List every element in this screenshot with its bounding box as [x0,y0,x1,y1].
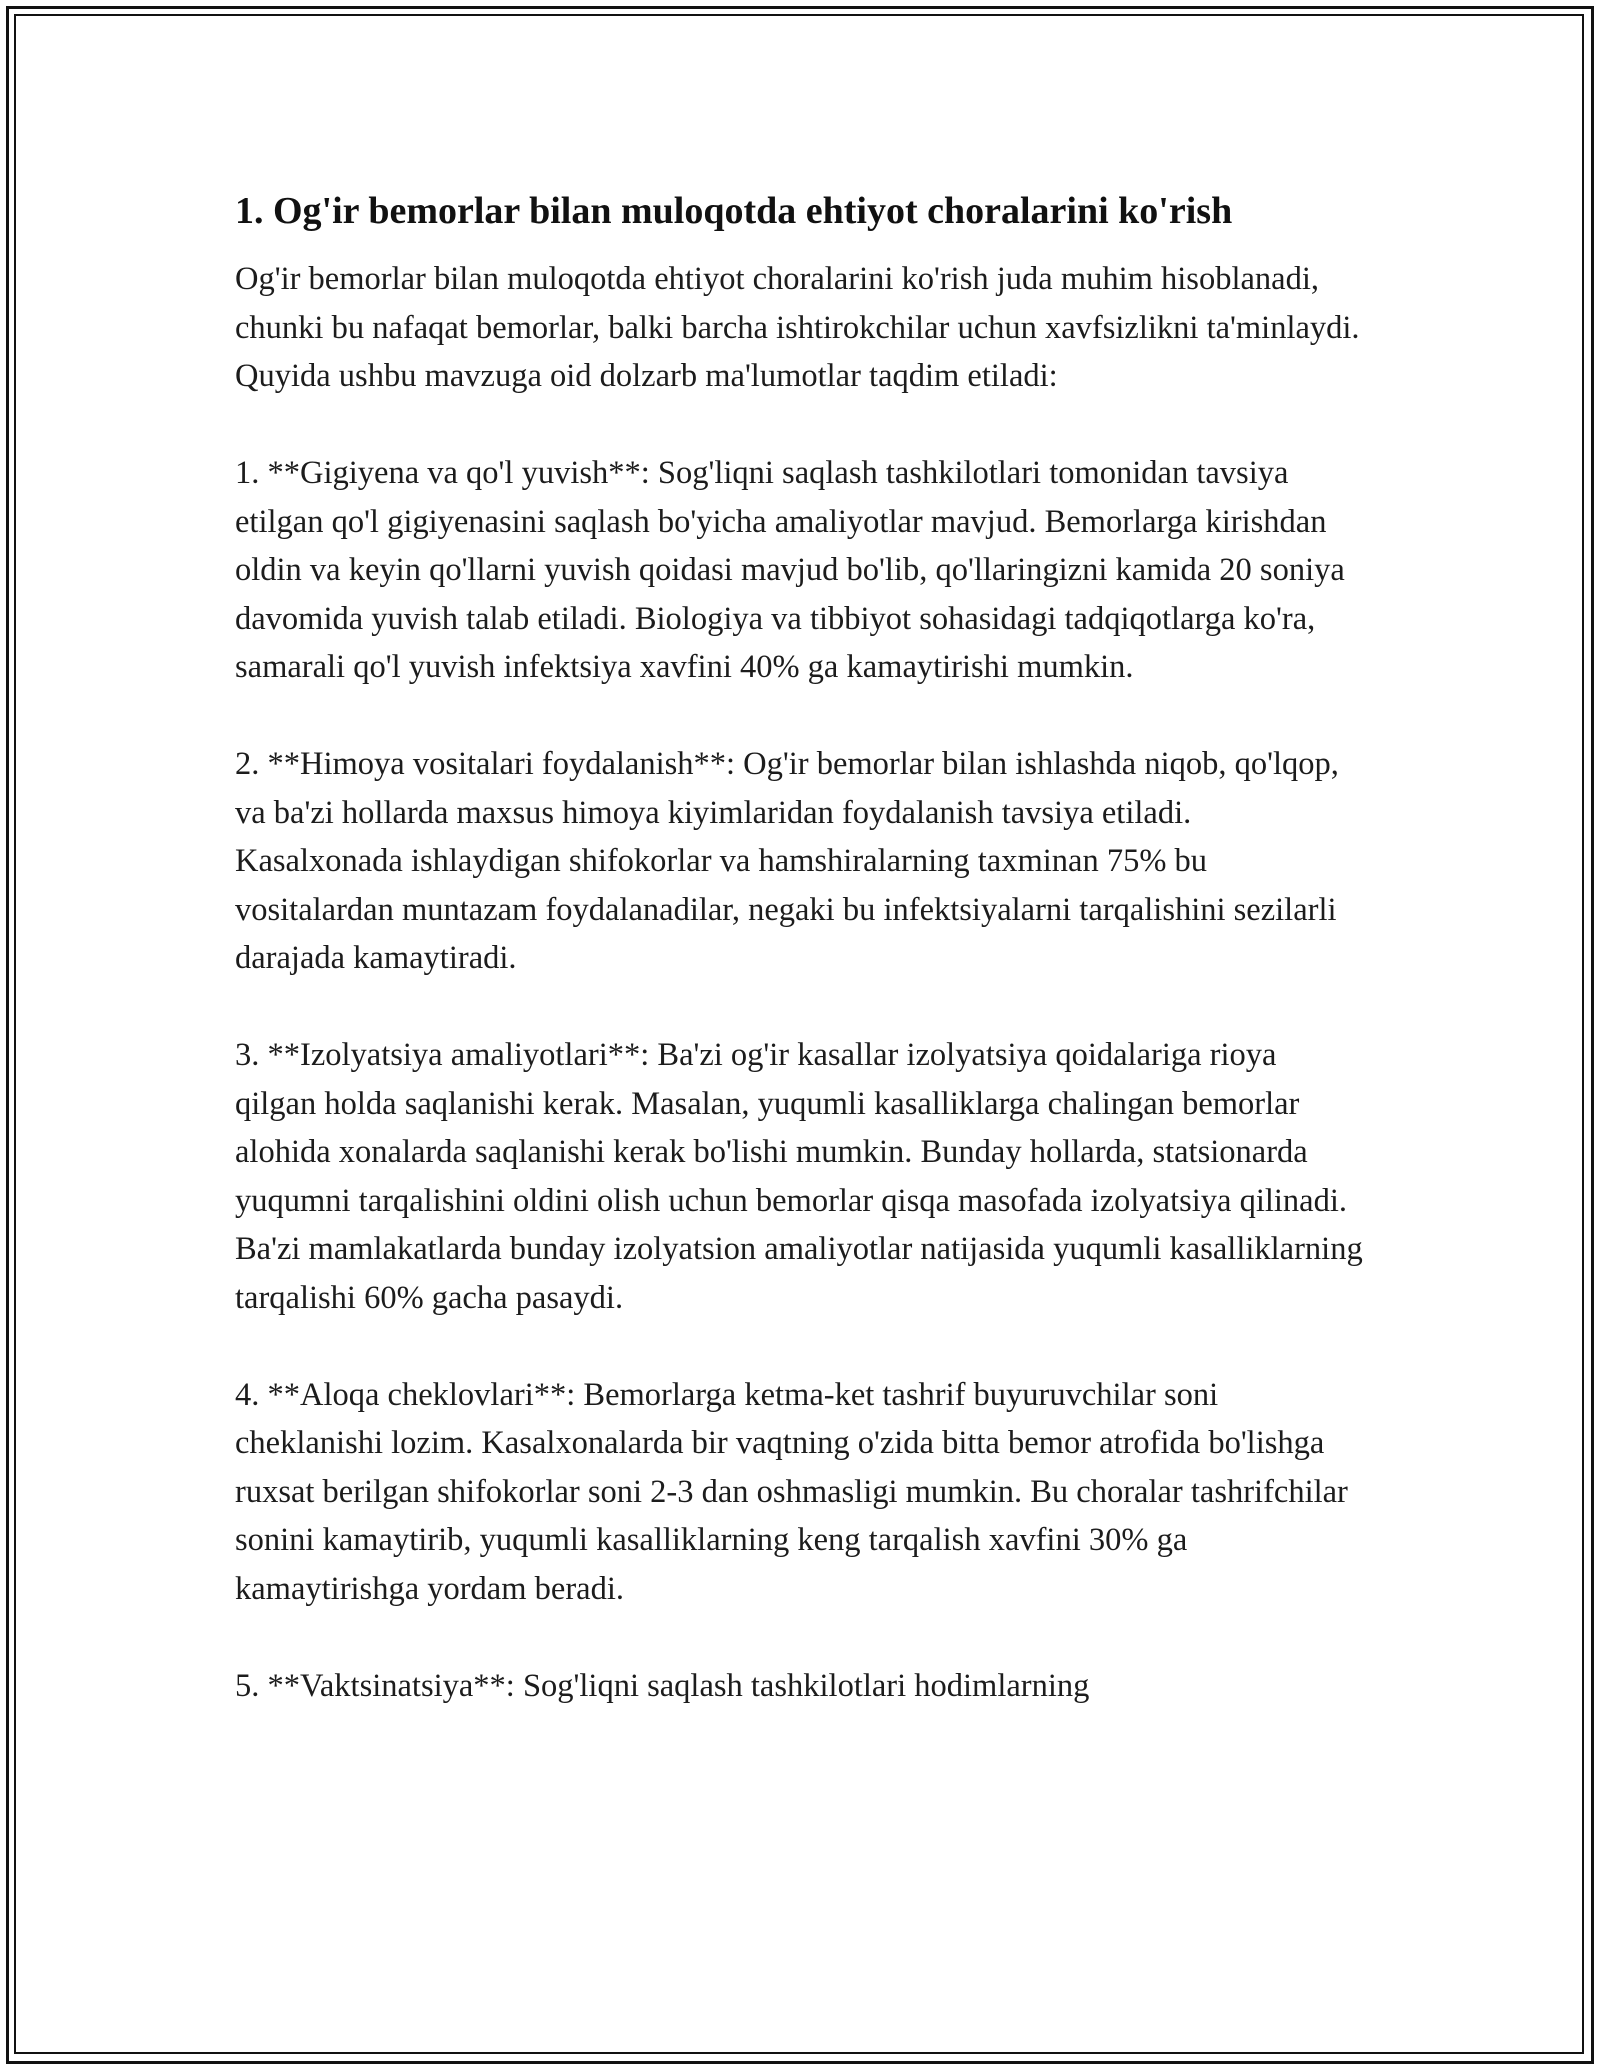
item-hygiene-paragraph: 1. **Gigiyena va qo'l yuvish**: Sog'liqni saqlash tashkilotlari tomonidan tavsiya etilgan qo'l gigiyenasini saqlash bo'yicha amaliyotlar mavjud. Bemorlarga kirishdan oldin va keyin qo'llarni yuvish qoidasi mavjud bo'lib, qo'llaringizni kamida 20 soniya davomida yuvish talab etiladi. Biologiya va tibbiyot sohasidagi tadqiqotlarga ko'ra, samarali qo'l yuvish infektsiya xavfini 40% ga kamaytirishi mumkin. [235,455,1345,685]
document-body [235,185,1365,1710]
intro-paragraph: Og'ir bemorlar bilan muloqotda ehtiyot choralarini ko'rish juda muhim hisoblanadi, chunki bu nafaqat bemorlar, balki barcha ishtirokchilar uchun xavfsizlikni ta'minlaydi. Quyida ushbu mavzuga oid dolzarb ma'lumotlar taqdim etiladi: [235,261,1360,394]
section-heading: 1. Og'ir bemorlar bilan muloqotda ehtiyot choralarini ko'rish [235,190,1233,232]
item-contact-restrictions-paragraph: 4. **Aloqa cheklovlari**: Bemorlarga ketma-ket tashrif buyuruvchilar soni cheklanishi lozim. Kasalxonalarda bir vaqtning o'zida bitta bemor atrofida bo'lishga ruxsat berilgan shifokorlar soni 2-3 dan oshmasligi mumkin. Bu choralar tashrifchilar sonini kamaytirib, yuqumli kasalliklarning keng tarqalish xavfini 30% ga kamaytirishga yordam beradi. [235,1376,1348,1607]
item-protective-equipment-paragraph: 2. **Himoya vositalari foydalanish**: Og'ir bemorlar bilan ishlashda niqob, qo'lqop, va ba'zi hollarda maxsus himoya kiyimlaridan foydalanish tavsiya etiladi. Kasalxonada ishlaydigan shifokorlar va hamshiralarning taxminan 75% bu vositalardan muntazam foydalanadilar, negaki bu infektsiyalarni tarqalishini sezilarli darajada kamaytiradi. [235,746,1339,976]
item-vaccination-paragraph: 5. **Vaktsinatsiya**: Sog'liqni saqlash tashkilotlari hodimlarning [235,1667,1090,1704]
item-isolation-paragraph: 3. **Izolyatsiya amaliyotlari**: Ba'zi og'ir kasallar izolyatsiya qoidalariga rioya qilgan holda saqlanishi kerak. Masalan, yuqumli kasalliklarga chalingan bemorlar alohida xonalarda saqlanishi kerak bo'lishi mumkin. Bunday hollarda, statsionarda yuqumni tarqalishini oldini olish uchun bemorlar qisqa masofada izolyatsiya qilinadi. Ba'zi mamlakatlarda bunday izolyatsion amaliyotlar natijasida yuqumli kasalliklarning tarqalishi 60% gacha pasaydi. [235,1037,1363,1316]
